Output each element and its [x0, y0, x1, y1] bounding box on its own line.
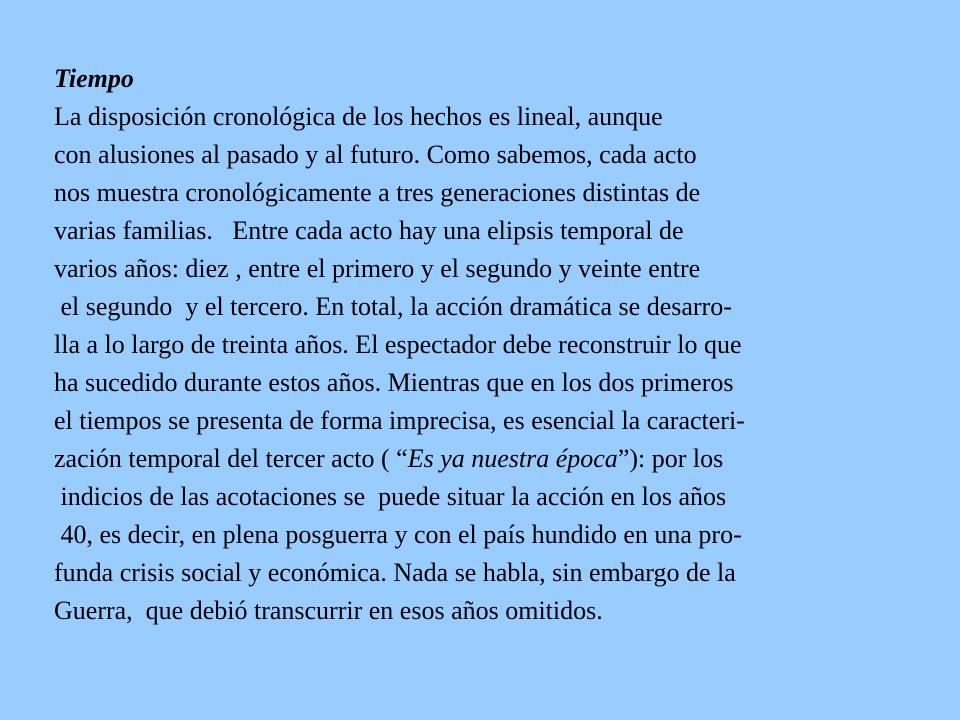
- text-line-10-after: ”): por los: [617, 444, 724, 473]
- text-line-11: indicios de las acotaciones se puede situar la acción en los años: [54, 482, 727, 511]
- heading-tiempo: Tiempo: [54, 64, 134, 93]
- text-line-2: con alusiones al pasado y al futuro. Como sabemos, cada acto: [54, 140, 697, 169]
- text-line-9: el tiempos se presenta de forma imprecisa, es esencial la caracteri-: [54, 406, 745, 435]
- quote-emphasis: Es ya nuestra época: [407, 444, 618, 473]
- text-line-1: La disposición cronológica de los hechos es lineal, aunque: [54, 102, 663, 131]
- text-line-8: ha sucedido durante estos años. Mientras que en los dos primeros: [54, 368, 734, 397]
- text-line-5: varios años: diez , entre el primero y el segundo y veinte entre: [54, 254, 701, 283]
- text-line-3: nos muestra cronológicamente a tres generaciones distintas de: [54, 178, 701, 207]
- text-line-14: Guerra, que debió transcurrir en esos años omitidos.: [54, 596, 603, 625]
- text-line-13: funda crisis social y económica. Nada se habla, sin embargo de la: [54, 558, 736, 587]
- text-line-10-before: zación temporal del tercer acto ( “: [54, 444, 408, 473]
- text-line-6: el segundo y el tercero. En total, la acción dramática se desarro-: [54, 292, 732, 321]
- text-line-10: [54, 440, 934, 478]
- text-line-4: varias familias. Entre cada acto hay una elipsis temporal de: [54, 216, 684, 245]
- text-block: [54, 60, 934, 630]
- text-line-12: 40, es decir, en plena posguerra y con el país hundido en una pro-: [54, 520, 742, 549]
- text-line-7: lla a lo largo de treinta años. El espectador debe reconstruir lo que: [54, 330, 742, 359]
